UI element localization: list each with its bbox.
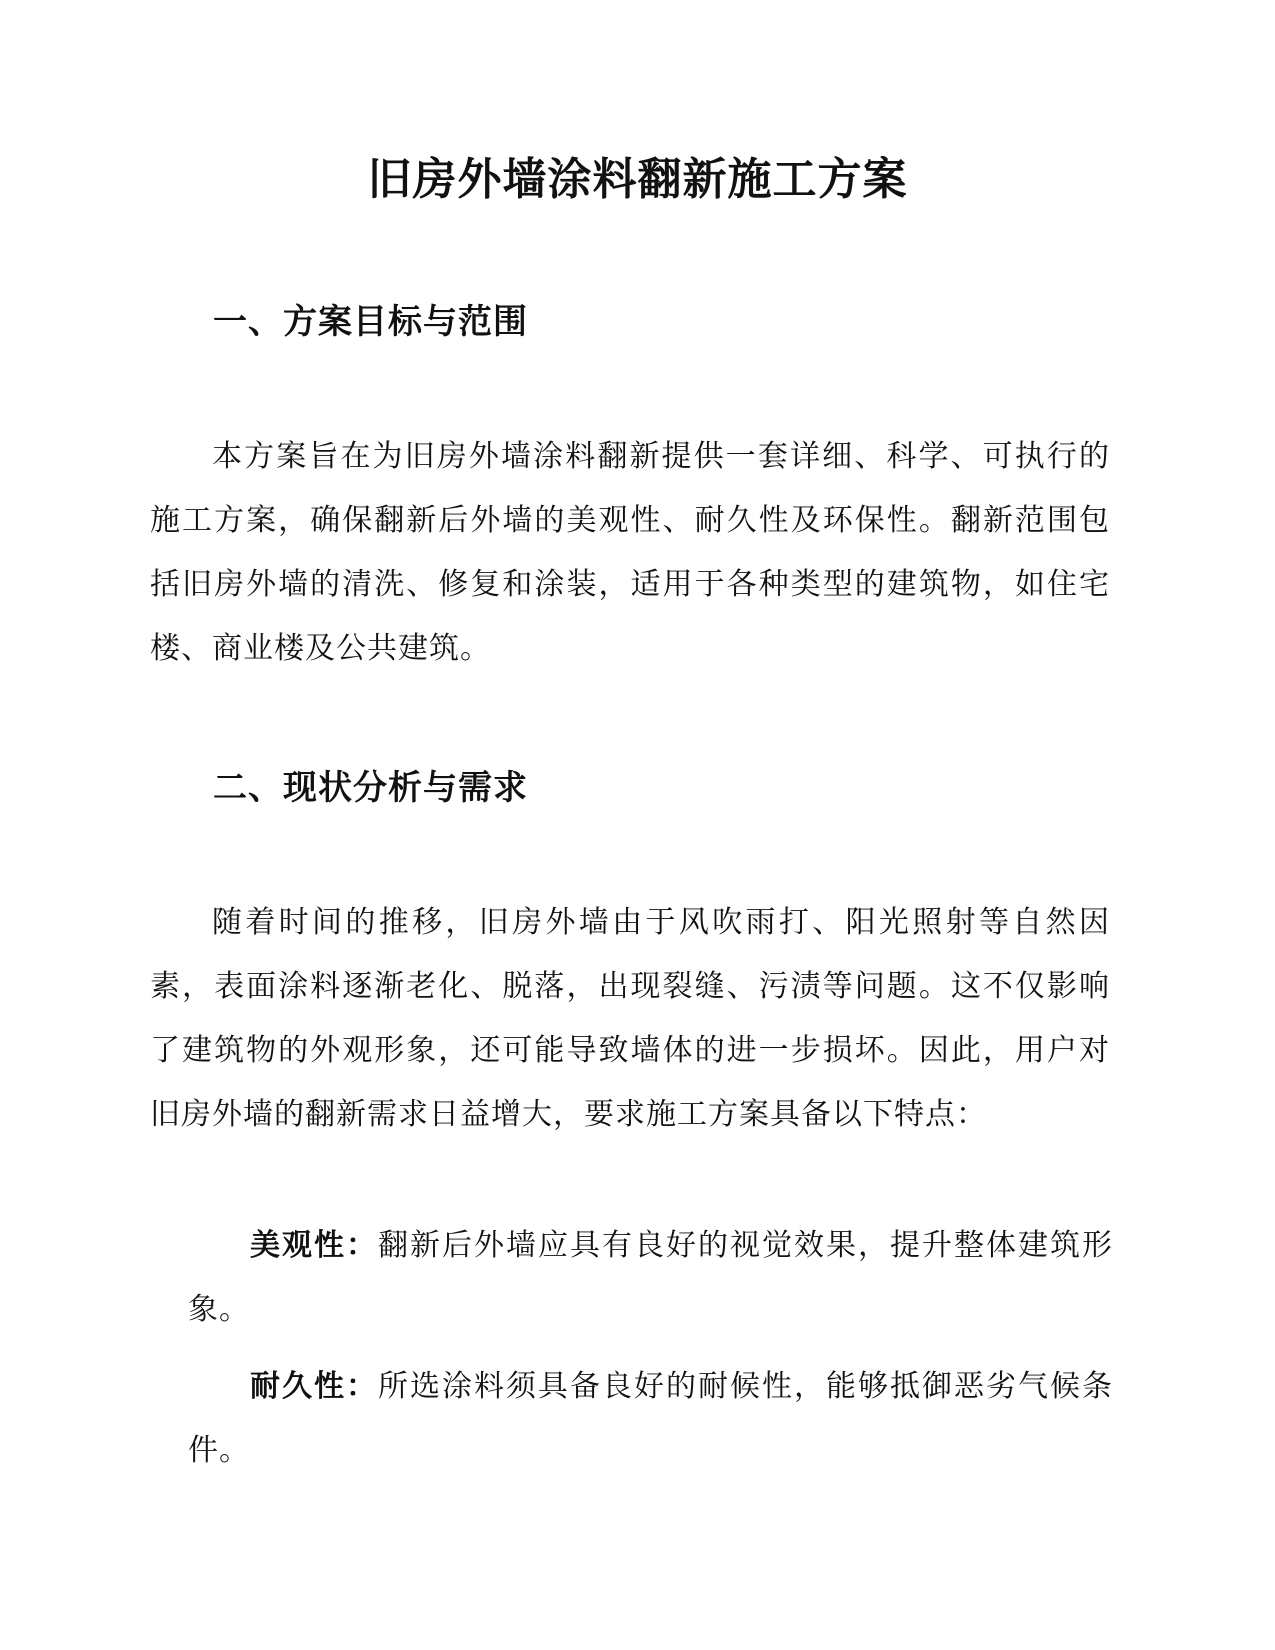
feature-text: 翻新后外墙应具有良好的视觉效果，提升整体建筑形象。 bbox=[188, 1228, 1113, 1327]
section-heading-goals-scope: 一、方案目标与范围 bbox=[213, 302, 528, 342]
feature-label: 耐久性： bbox=[250, 1369, 378, 1404]
feature-label: 美观性： bbox=[250, 1228, 378, 1263]
feature-text: 所选涂料须具备良好的耐候性，能够抵御恶劣气候条件。 bbox=[188, 1369, 1113, 1468]
feature-item-durability bbox=[188, 1355, 1113, 1483]
feature-item-aesthetics bbox=[188, 1214, 1113, 1342]
section-paragraph-status-needs: 随着时间的推移，旧房外墙由于风吹雨打、阳光照射等自然因素，表面涂料逐渐老化、脱落，出现裂缝、污渍等问题。这不仅影响了建筑物的外观形象，还可能导致墙体的进一步损坏。因此，用户对旧房外墙的翻新需求日益增大，要求施工方案具备以下特点： bbox=[150, 905, 1110, 1132]
document-title: 旧房外墙涂料翻新施工方案 bbox=[367, 154, 908, 205]
section-paragraph-goals-scope: 本方案旨在为旧房外墙涂料翻新提供一套详细、科学、可执行的施工方案，确保翻新后外墙的美观性、耐久性及环保性。翻新范围包括旧房外墙的清洗、修复和涂装，适用于各种类型的建筑物，如住宅楼、商业楼及公共建筑。 bbox=[150, 439, 1110, 666]
section-heading-status-needs: 二、现状分析与需求 bbox=[213, 768, 528, 808]
